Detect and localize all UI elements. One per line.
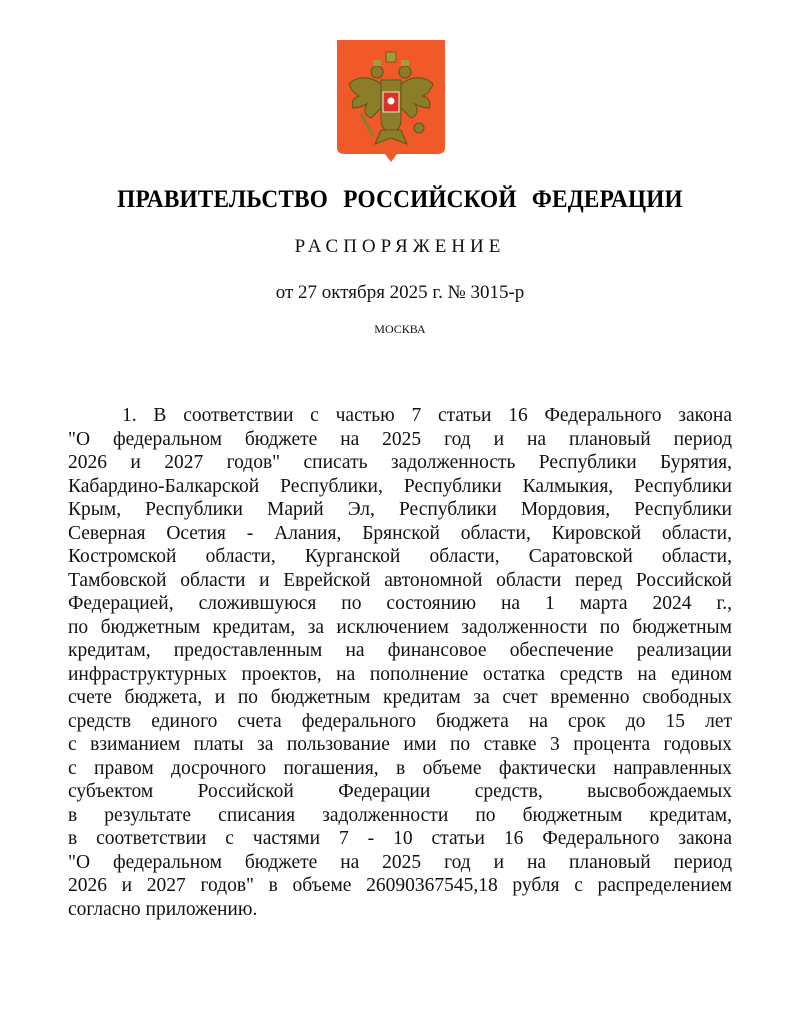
double-headed-eagle-icon [337, 40, 445, 162]
body-line: Тамбовской области и Еврейской автономной области перед Российской [68, 569, 732, 591]
body-line: средств единого счета федерального бюджета на срок до 15 лет [68, 710, 732, 732]
body-line: "О федеральном бюджете на 2025 год и на плановый период [68, 851, 732, 873]
body-line: Федерацией, сложившуюся по состоянию на 1 марта 2024 г., [68, 593, 732, 614]
body-line: "О федеральном бюджете на 2025 год и на плановый период [68, 428, 732, 450]
body-line: согласно приложению. [68, 898, 258, 920]
body-line: в соответствии с частями 7 - 10 статьи 16 Федерального закона [68, 828, 732, 849]
body-line: субъектом Российской Федерации средств, высвобождаемых [68, 781, 732, 802]
body-line: инфраструктурных проектов, на пополнение остатка средств на едином [68, 663, 732, 685]
body-line: по бюджетным кредитам, за исключением задолженности по бюджетным [68, 616, 732, 638]
body-line: Крым, Республики Марий Эл, Республики Мордовия, Республики [68, 499, 732, 520]
document-type: РАСПОРЯЖЕНИЕ [294, 236, 506, 257]
body-line: Костромской области, Курганской области, Саратовской области, [68, 546, 732, 567]
document-body [68, 404, 732, 921]
body-line: Северная Осетия - Алания, Брянской области, Кировской области, [68, 522, 732, 544]
body-line: с правом досрочного погашения, в объеме фактически направленных [68, 757, 732, 779]
body-line: 2026 и 2027 годов" списать задолженность Республики Бурятия, [68, 452, 732, 473]
body-line: 1. В соответствии с частью 7 статьи 16 Федерального закона [122, 405, 732, 426]
body-line: с взиманием платы за пользование ими по ставке 3 процента годовых [68, 734, 732, 755]
coat-of-arms-emblem [337, 40, 445, 162]
government-title: ПРАВИТЕЛЬСТВО РОССИЙСКОЙ ФЕДЕРАЦИИ [117, 186, 683, 213]
document-city: МОСКВА [374, 322, 426, 336]
body-line: Кабардино-Балкарской Республики, Республики Калмыкия, Республики [68, 475, 732, 497]
body-line: 2026 и 2027 годов" в объеме 26090367545,18 рубля с распределением [68, 875, 732, 896]
body-line: в результате списания задолженности по бюджетным кредитам, [68, 804, 732, 826]
body-line: счете бюджета, и по бюджетным кредитам за счет временно свободных [68, 687, 732, 708]
document-date-number: от 27 октября 2025 г. № 3015-р [275, 282, 525, 303]
body-line: кредитам, предоставленным на финансовое обеспечение реализации [68, 640, 732, 661]
